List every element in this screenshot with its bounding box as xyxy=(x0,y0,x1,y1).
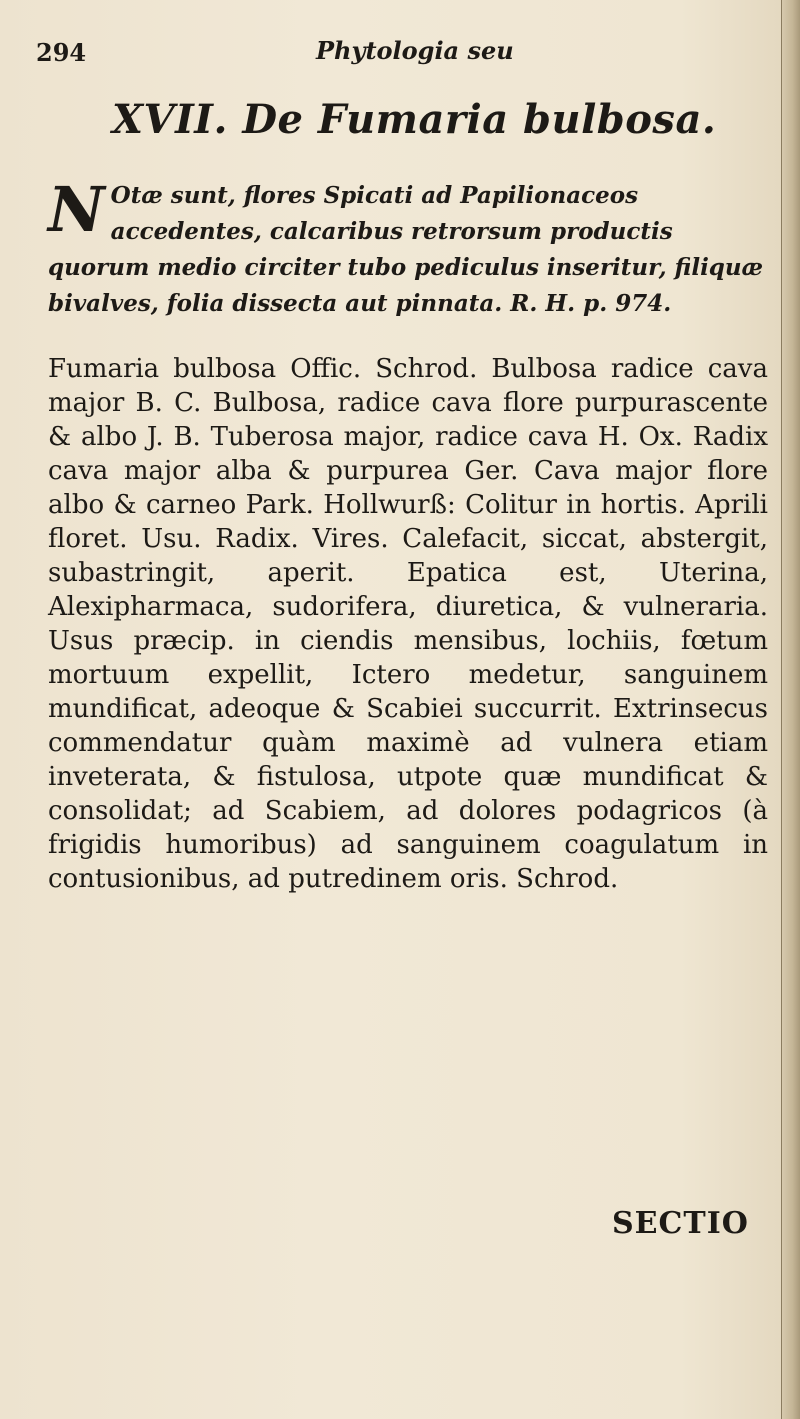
main-paragraph: Fumaria bulbosa Offic. Schrod. Bulbosa radice cava major B. C. Bulbosa, radice cava flore purpurascente & albo J. B. Tuberosa major, radice cava H. Ox. Radix cava major alba & purpurea Ger. Cava major flore albo & carneo Park. Hollwurß: Colitur in hortis. Aprili floret. Usu. Radix. Vires. Calefacit, siccat, abstergit, subastringit, aperit. Epatica est, Uterina, Alexipharmaca, sudorifera, diuretica, & vulneraria. Usus præcip. in ciendis mensibus, lochiis, fœtum mortuum expellit, Ictero medetur, sanguinem mundificat, adeoque & Scabiei succurrit. Extrinsecus commendatur quàm maximè ad vulnera etiam inveterata, & fistulosa, utpote quæ mundificat & consolidat; ad Scabiem, ad dolores podagricos (à frigidis humoribus) ad sanguinem coagulatum in contusionibus, ad putredinem oris. Schrod. xyxy=(48,354,768,894)
notae-paragraph xyxy=(48,173,768,322)
running-head: Phytologia seu xyxy=(316,36,514,65)
drop-cap: N xyxy=(48,173,105,246)
catchword: SECTIO xyxy=(612,1206,749,1241)
page-edge xyxy=(781,0,800,1419)
page-header xyxy=(36,36,760,76)
page-number: 294 xyxy=(36,38,87,67)
notae-text: Otæ sunt, flores Spicati ad Papilionaceos accedentes, calcaribus retrorsum productis quorum medio circiter tubo pediculus inseritur, filiquæ bivalves, folia dissecta aut pinnata. R. H. p. 974. xyxy=(48,182,764,317)
chapter-title: XVII. De Fumaria bulbosa. xyxy=(112,96,717,143)
